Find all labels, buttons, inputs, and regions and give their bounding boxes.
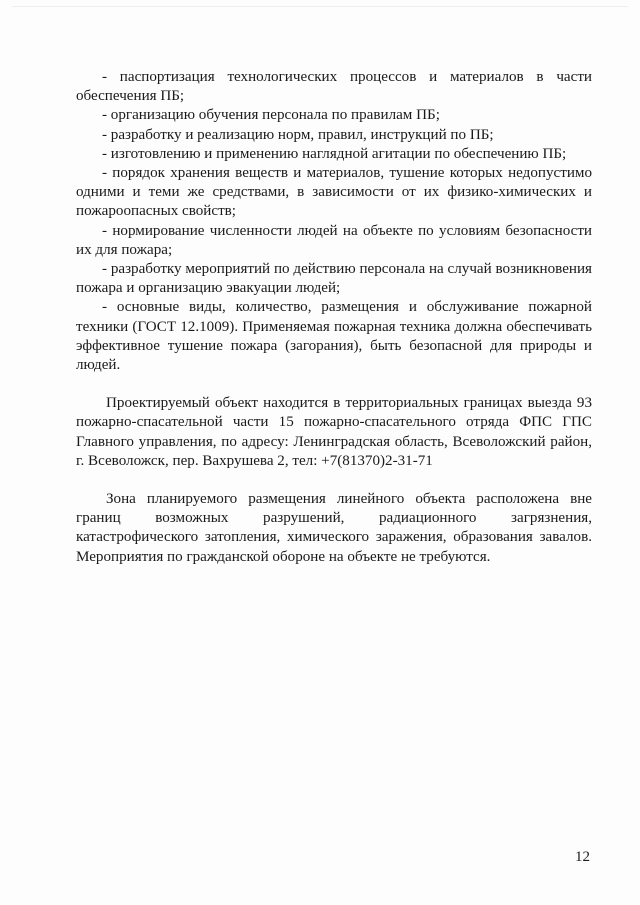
list-item: - нормирование численности людей на объекте по условиям безопасности их для пожара; (76, 222, 592, 258)
list-item: - разработку и реализацию норм, правил, инструкций по ПБ; (102, 126, 494, 143)
list-item: - основные виды, количество, размещения и обслуживание пожарной техники (ГОСТ 12.1009). Применяемая пожарная техника должна обеспечивать эффективное тушение пожара (загорания), быть безопасной для природы и людей. (76, 299, 592, 374)
list-item: - разработку мероприятий по действию персонала на случай возникновения пожара и организацию эвакуации людей; (76, 261, 592, 297)
paragraph-gap (76, 471, 592, 490)
list-item: - порядок хранения веществ и материалов, тушение которых недопустимо одними и теми же средствами, в зависимости от их физико-химических и пожароопасных свойств; (76, 165, 592, 220)
list-item: - изготовлению и применению наглядной агитации по обеспечению ПБ; (102, 145, 567, 162)
civil-defense-paragraph: Зона планируемого размещения линейного объекта расположена вне границ возможных разрушений, радиационного загрязнения, катастрофического затопления, химического заражения, образования завалов. Мероприятия по гражданской обороне на объекте не требуются. (76, 491, 592, 565)
location-paragraph: Проектируемый объект находится в территориальных границах выезда 93 пожарно-спасательной части 15 пожарно-спасательного отряда ФПС ГПС Главного управления, по адресу: Ленинградская область, Всеволожский район, г. Всеволожск, пер. Вахрушева 2, тел: +7(81370)2-31-71 (76, 395, 592, 469)
paragraph-gap (76, 375, 592, 394)
list-item: - организацию обучения персонала по правилам ПБ; (102, 107, 440, 124)
page-number: 12 (575, 849, 590, 865)
list-item: - паспортизация технологических процессов и материалов в части обеспечения ПБ; (76, 69, 592, 105)
page-body (76, 68, 592, 567)
top-edge-line (12, 6, 628, 7)
